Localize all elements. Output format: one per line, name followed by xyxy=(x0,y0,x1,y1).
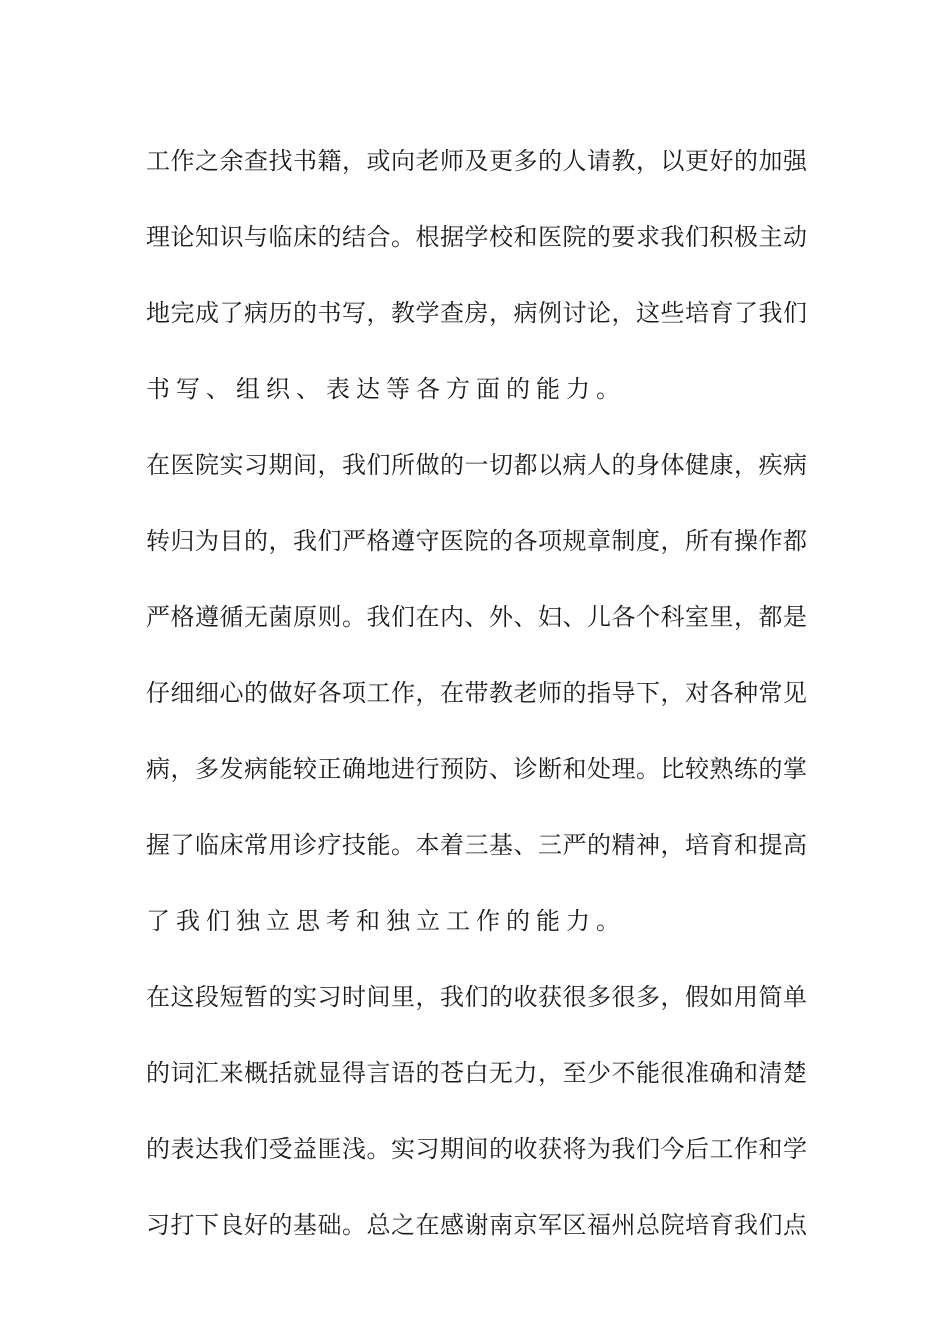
text-line: 握了临床常用诊疗技能。本着三基、三严的精神，培育和提高 xyxy=(146,831,808,859)
text-line: 地完成了病历的书写，教学查房，病例讨论，这些培育了我们 xyxy=(146,299,808,327)
text-line: 的词汇来概括就显得言语的苍白无力，至少不能很准确和清楚 xyxy=(146,1059,808,1087)
text-line: 转归为目的，我们严格遵守医院的各项规章制度，所有操作都 xyxy=(146,527,808,555)
text-line: 严格遵循无菌原则。我们在内、外、妇、儿各个科室里，都是 xyxy=(146,603,808,631)
text-line: 理论知识与临床的结合。根据学校和医院的要求我们积极主动 xyxy=(146,223,808,251)
text-line: 书写、组织、表达等各方面的能力。 xyxy=(146,375,626,403)
text-line: 习打下良好的基础。总之在感谢南京军区福州总院培育我们点 xyxy=(146,1211,808,1239)
text-line: 了我们独立思考和独立工作的能力。 xyxy=(146,907,626,935)
text-line: 工作之余查找书籍，或向老师及更多的人请教，以更好的加强 xyxy=(146,147,808,175)
text-line: 病，多发病能较正确地进行预防、诊断和处理。比较熟练的掌 xyxy=(146,755,808,783)
text-line: 的表达我们受益匪浅。实习期间的收获将为我们今后工作和学 xyxy=(146,1135,808,1163)
text-line: 在这段短暂的实习时间里，我们的收获很多很多，假如用简单 xyxy=(146,983,808,1011)
text-line: 仔细细心的做好各项工作，在带教老师的指导下，对各种常见 xyxy=(146,679,808,707)
text-line: 在医院实习期间，我们所做的一切都以病人的身体健康，疾病 xyxy=(146,451,808,479)
document-body xyxy=(146,123,806,1263)
